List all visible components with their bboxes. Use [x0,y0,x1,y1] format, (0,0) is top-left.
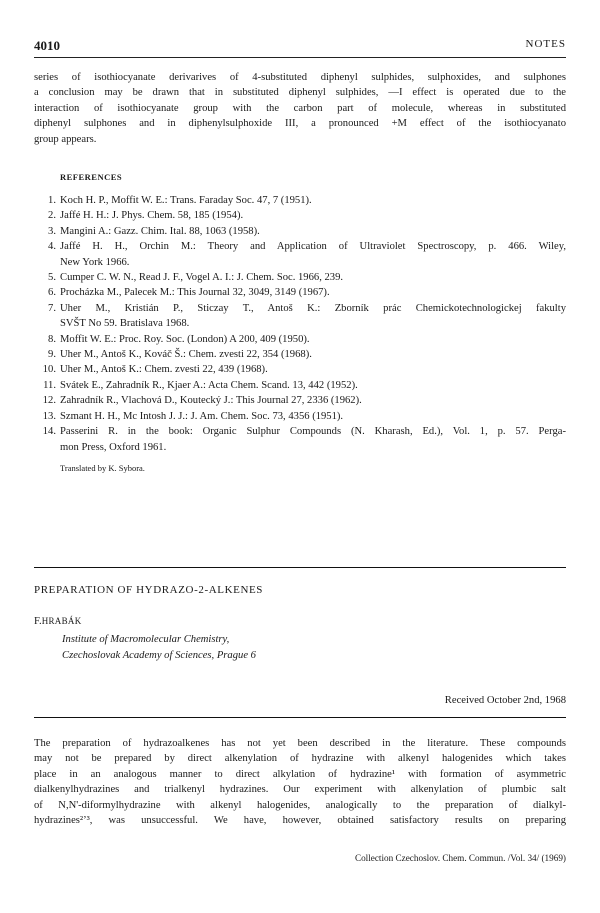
reference-list [34,193,566,455]
body-line: place in an analogous manner to direct alkylation of hydrazine¹ with formation of asymmetric [34,768,566,780]
intro-line: interaction of isothiocyanate group with the carbon part of molecule, whereas in substituted [34,102,566,114]
reference-number: 11. [43,379,56,391]
page-number: 4010 [34,38,60,53]
reference-item [34,332,566,347]
reference-text: SVŠT No 59. Bratislava 1968. [60,318,190,330]
intro-line: group appears. [34,133,97,145]
reference-number: 8. [48,333,56,345]
reference-number: 10. [42,364,56,376]
intro-line: series of isothiocyanate derivarives of 4-substituted diphenyl sulphides, sulphoxides, and sulphones [34,72,566,83]
received-date: Received October 2nd, 1968 [444,695,566,706]
reference-number: 2. [48,210,56,222]
affiliation-line: Czechoslovak Academy of Sciences, Prague 6 [62,650,256,661]
body-line: hydrazines²ʼ³, was unsuccessful. We have, however, obtained satisfactory results on preparing [34,815,566,827]
reference-text: Uher M., Antoš K.: Chem. zvesti 22, 439 (1968). [60,364,268,376]
reference-text: Szmant H. H., Mc Intosh J. J.: J. Am. Chem. Soc. 73, 4356 (1951). [60,410,344,422]
reference-number: 3. [48,225,56,237]
body-line: The preparation of hydrazoalkenes has not yet been described in the literature. These compounds [34,738,566,749]
reference-number: 12. [42,395,56,407]
author-surname: HRABÁK [41,616,82,626]
reference-item [34,393,566,408]
reference-number: 4. [48,241,56,253]
intro-paragraph [34,70,566,147]
header-rule [34,57,566,58]
reference-number: 7. [48,302,56,314]
body-line: of N,N'-diformylhydrazine with alkenyl halogenides, analogically to the preparation of dialkyl- [34,799,566,811]
reference-number: 1. [48,195,56,206]
reference-text: Passerini R. in the book: Organic Sulphur Compounds (N. Kharash, Ed.), Vol. 1, p. 57. Perga- [60,426,566,438]
body-line: dialkenylhydrazines and trialkenyl hydrazines. Our experiment with alkenylation of plumbic salt [34,784,566,796]
body-line: may not be prepared by direct alkenylation of hydrazine with alkenyl halogenides which takes [34,753,566,765]
received-rule [34,717,566,718]
reference-text: Svátek E., Zahradník R., Kjaer A.: Acta Chem. Scand. 13, 442 (1952). [60,379,358,391]
reference-text: Zahradník R., Vlachová D., Koutecký J.: This Journal 27, 2336 (1962). [60,395,362,407]
reference-item [34,378,566,393]
reference-text: Moffit W. E.: Proc. Roy. Soc. (London) A 200, 409 (1950). [60,333,310,345]
reference-text: Koch H. P., Moffit W. E.: Trans. Faraday Soc. 47, 7 (1951). [60,195,312,206]
reference-item [34,424,566,455]
reference-number: 9. [48,349,56,361]
reference-text: Procházka M., Palecek M.: This Journal 32, 3049, 3149 (1967). [60,287,330,299]
reference-number: 5. [48,272,56,284]
journal-footer: Collection Czechoslov. Chem. Commun. /Vol. 34/ (1969) [354,853,566,863]
reference-text: Uher M., Antoš K., Kováč Š.: Chem. zvesti 22, 354 (1968). [60,349,312,361]
article-title: PREPARATION OF HYDRAZO-2-ALKENES [34,584,264,596]
affiliation-line: Institute of Macromolecular Chemistry, [62,634,230,645]
reference-item [34,362,566,377]
translator-note: Translated by K. Sybora. [60,463,145,473]
reference-item [34,193,566,208]
reference-text: mon Press, Oxford 1961. [60,441,167,453]
intro-line: a conclusion may be drawn that in substituted diphenyl sulphides, —I effect is operated due to the [34,87,566,99]
reference-item [34,301,566,332]
reference-item [34,347,566,362]
reference-text: Cumper C. W. N., Read J. F., Vogel A. I.: J. Chem. Soc. 1966, 239. [60,272,344,284]
reference-text: Mangini A.: Gazz. Chim. Ital. 88, 1063 (1958). [60,225,260,237]
reference-item [34,270,566,285]
reference-text: Uher M., Kristián P., Sticzay T., Antoš K.: Zborník prác Chemickotechnologickej fakulty [60,302,566,314]
author-affiliation [62,632,256,664]
reference-item [34,208,566,223]
reference-item [34,224,566,239]
intro-line: diphenyl sulphones and in diphenylsulphoxide III, a pronounced +M effect of the isothiocyanato [34,118,566,130]
reference-item [34,285,566,300]
author-initial: F. [34,616,42,627]
references-heading: REFERENCES [60,172,123,182]
reference-number: 13. [42,410,56,422]
reference-item [34,409,566,424]
body-paragraph [34,736,566,828]
article-author [34,616,82,627]
running-head [34,38,566,54]
reference-text: New York 1966. [60,256,130,268]
reference-text: Jaffé H. H.: J. Phys. Chem. 58, 185 (1954). [60,210,244,222]
article-separator-rule [34,567,566,568]
reference-text: Jaffé H. H., Orchin M.: Theory and Application of Ultraviolet Spectroscopy, p. 466. Wiley, [60,241,566,253]
reference-item [34,239,566,270]
reference-number: 14. [42,426,56,438]
reference-number: 6. [48,287,56,299]
section-label: NOTES [525,38,566,50]
